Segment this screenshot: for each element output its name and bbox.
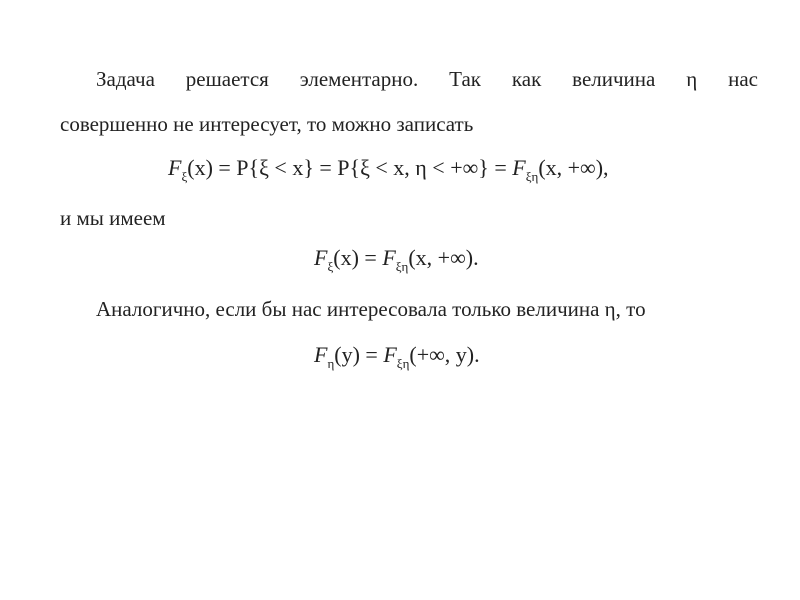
formula-2-tail: (x, +∞).: [408, 245, 479, 270]
formula-1-body: (x) = P{ξ < x} = P{ξ < x, η < +∞} =: [187, 155, 513, 180]
formula-3-tail: (+∞, y).: [409, 342, 480, 367]
formula-1-tail: (x, +∞),: [538, 155, 609, 180]
formula-2-F: F: [314, 245, 328, 270]
paragraph-3: Аналогично, если бы нас интересовала только величина η, то: [96, 297, 646, 321]
formula-3: [314, 340, 480, 379]
formula-2-sub-xi: ξ: [327, 259, 334, 274]
formula-1-sub-xi: ξ: [181, 169, 188, 184]
formula-3-F2: F: [383, 342, 397, 367]
formula-2-sub-xieta: ξη: [395, 259, 409, 274]
formula-1-F2: F: [512, 155, 526, 180]
paragraph-1-line-1: Задача решается элементарно. Так как величина η нас: [96, 67, 758, 91]
formula-1-F: F: [168, 155, 182, 180]
formula-2-F2: F: [382, 245, 396, 270]
formula-2: [314, 243, 479, 282]
formula-3-sub-xieta: ξη: [396, 356, 410, 371]
formula-1: [168, 153, 609, 192]
paragraph-2: и мы имеем: [60, 206, 166, 230]
formula-2-body: (x) =: [333, 245, 383, 270]
formula-3-body: (y) =: [334, 342, 384, 367]
formula-1-sub-xieta: ξη: [525, 169, 539, 184]
formula-3-F: F: [314, 342, 328, 367]
paragraph-1-line-2: совершенно не интересует, то можно записать: [60, 112, 474, 136]
formula-3-sub-eta: η: [327, 356, 335, 371]
